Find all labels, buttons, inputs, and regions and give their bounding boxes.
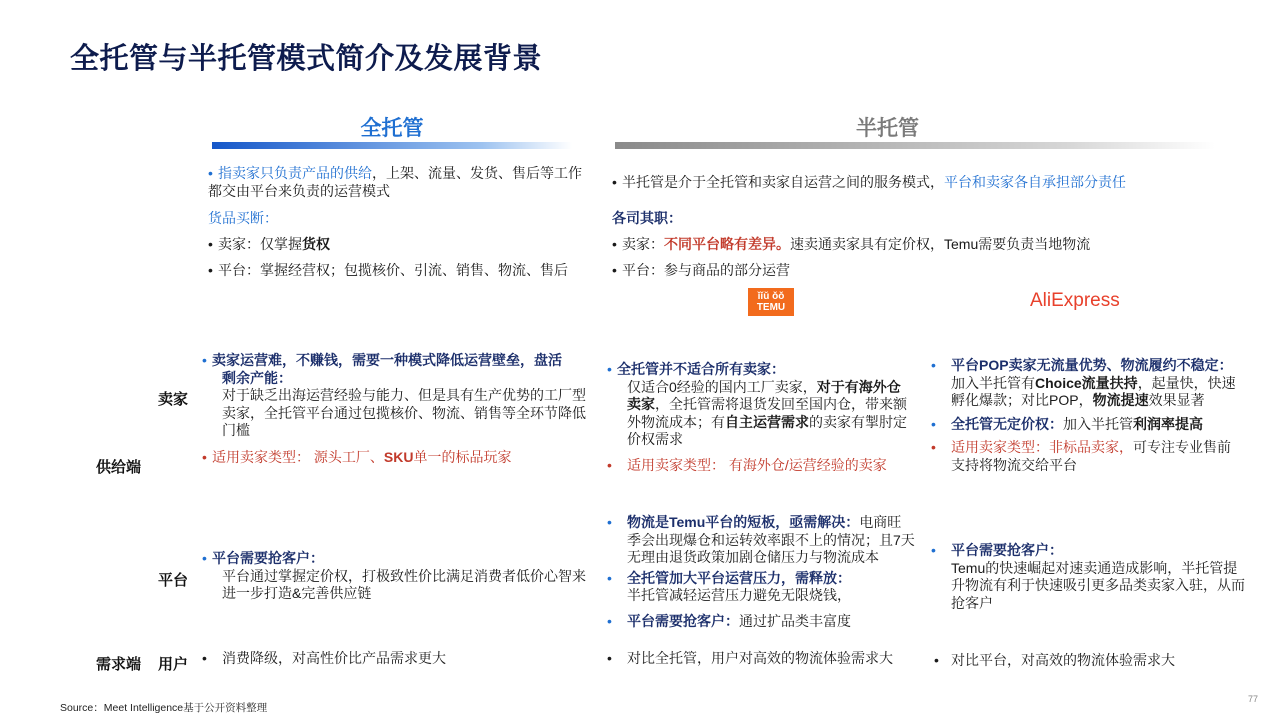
full-platform-block: • 平台需要抢客户： 平台通过掌握定价权，打极致性价比满足消费者低价心智来 进一步打造&完善供应链	[202, 550, 586, 601]
full-seller-body-3: 门槛	[222, 422, 250, 438]
full-intro: • 指卖家只负责产品的供给，上架、流量、发货、售后等工作 都交由平台来负责的运营模式	[208, 165, 582, 199]
half-section-label: 各司其职：	[612, 210, 682, 226]
full-seller-block: • 卖家运营难，不赚钱，需要一种模式降低运营壁垒，盘活 剩余产能： 对于缺乏出海运营经验与能力、但是具有生产优势的工厂型 卖家，全托管平台通过包揽核价、物流、销售等全环节降低 门槛	[202, 352, 617, 440]
row-label-demand: 需求端	[96, 656, 142, 673]
ali-seller-block: • 平台POP卖家无流量优势、物流履约不稳定： 加入半托管有Choice流量扶持，起量快，快速 孵化爆款；对比POP，物流提速效果显著 • 全托管无定价权：加入半托管利润率提高 • 适用卖家类型：非标品卖家，可专注专业售前 支持将物流交给平台	[931, 357, 1236, 473]
row-label-seller: 卖家	[158, 391, 189, 408]
full-seller-body-2: 卖家，全托管平台通过包揽核价、物流、销售等全环节降低	[222, 404, 586, 421]
half-managed-header: 半托管	[856, 117, 919, 140]
half-managed-bar	[615, 142, 1215, 149]
full-platform-line: • 平台：掌握经营权；包揽核价、引流、销售、物流、售后	[208, 262, 568, 278]
temu-platform-block: • 物流是Temu平台的短板，亟需解决：电商旺 季会出现爆仓和运转效率跟不上的情况；且7天 无理由退货政策加剧仓储压力与物流成本 • 全托管加大平台运营压力，需释放： 半托管减轻运营压力避免无限烧钱， • 平台需要抢客户：通过扩品类丰富度	[607, 514, 915, 629]
ali-user-line: • 对比平台，对高效的物流体验需求大	[934, 652, 1175, 668]
half-platform-line: • 平台：参与商品的部分运营	[612, 262, 790, 278]
row-label-supply: 供给端	[96, 459, 142, 476]
full-user-line: • 消费降级，对高性价比产品需求更大	[202, 650, 446, 666]
aliexpress-logo: AliExpress	[1030, 290, 1120, 311]
full-section-label: 货品买断：	[208, 210, 278, 226]
full-suitable-seller: • 适用卖家类型： 源头工厂、SKU单一的标品玩家	[202, 449, 512, 465]
temu-seller-block: • 全托管并不适合所有卖家： 仅适合0经验的国内工厂卖家，对于有海外仓 卖家，全托管需将退货发回至国内仓，带来额 外物流成本；有自主运营需求的卖家有掣肘定 价权需求	[607, 361, 907, 447]
full-seller-line: • 卖家：仅掌握货权	[208, 236, 330, 252]
temu-user-line: • 对比全托管，用户对高效的物流体验需求大	[607, 650, 893, 666]
row-label-platform: 平台	[158, 572, 189, 589]
half-intro: • 半托管是介于全托管和卖家自运营之间的服务模式，平台和卖家各自承担部分责任	[612, 174, 1126, 190]
temu-logo: ǐǐǔ ǒǒ TEMU	[748, 288, 794, 316]
page-title: 全托管与半托管模式简介及发展背景	[70, 43, 543, 75]
full-managed-header: 全托管	[360, 117, 424, 140]
row-label-user: 用户	[158, 656, 189, 673]
source-note: Source：Meet Intelligence基于公开资料整理	[60, 702, 268, 714]
full-seller-body-1: 对于缺乏出海运营经验与能力、但是具有生产优势的工厂型	[222, 387, 586, 403]
half-seller-line: • 卖家：不同平台略有差异。速卖通卖家具有定价权，Temu需要负责当地物流	[612, 236, 1091, 252]
temu-suitable-seller: • 适用卖家类型： 有海外仓/运营经验的卖家	[607, 457, 887, 473]
full-managed-bar	[212, 142, 572, 149]
ali-platform-block: • 平台需要抢客户： Temu的快速崛起对速卖通造成影响，半托管提 升物流有利于快速吸引更多品类卖家入驻，从而 抢客户	[931, 542, 1245, 611]
page-number: 77	[1248, 694, 1259, 704]
